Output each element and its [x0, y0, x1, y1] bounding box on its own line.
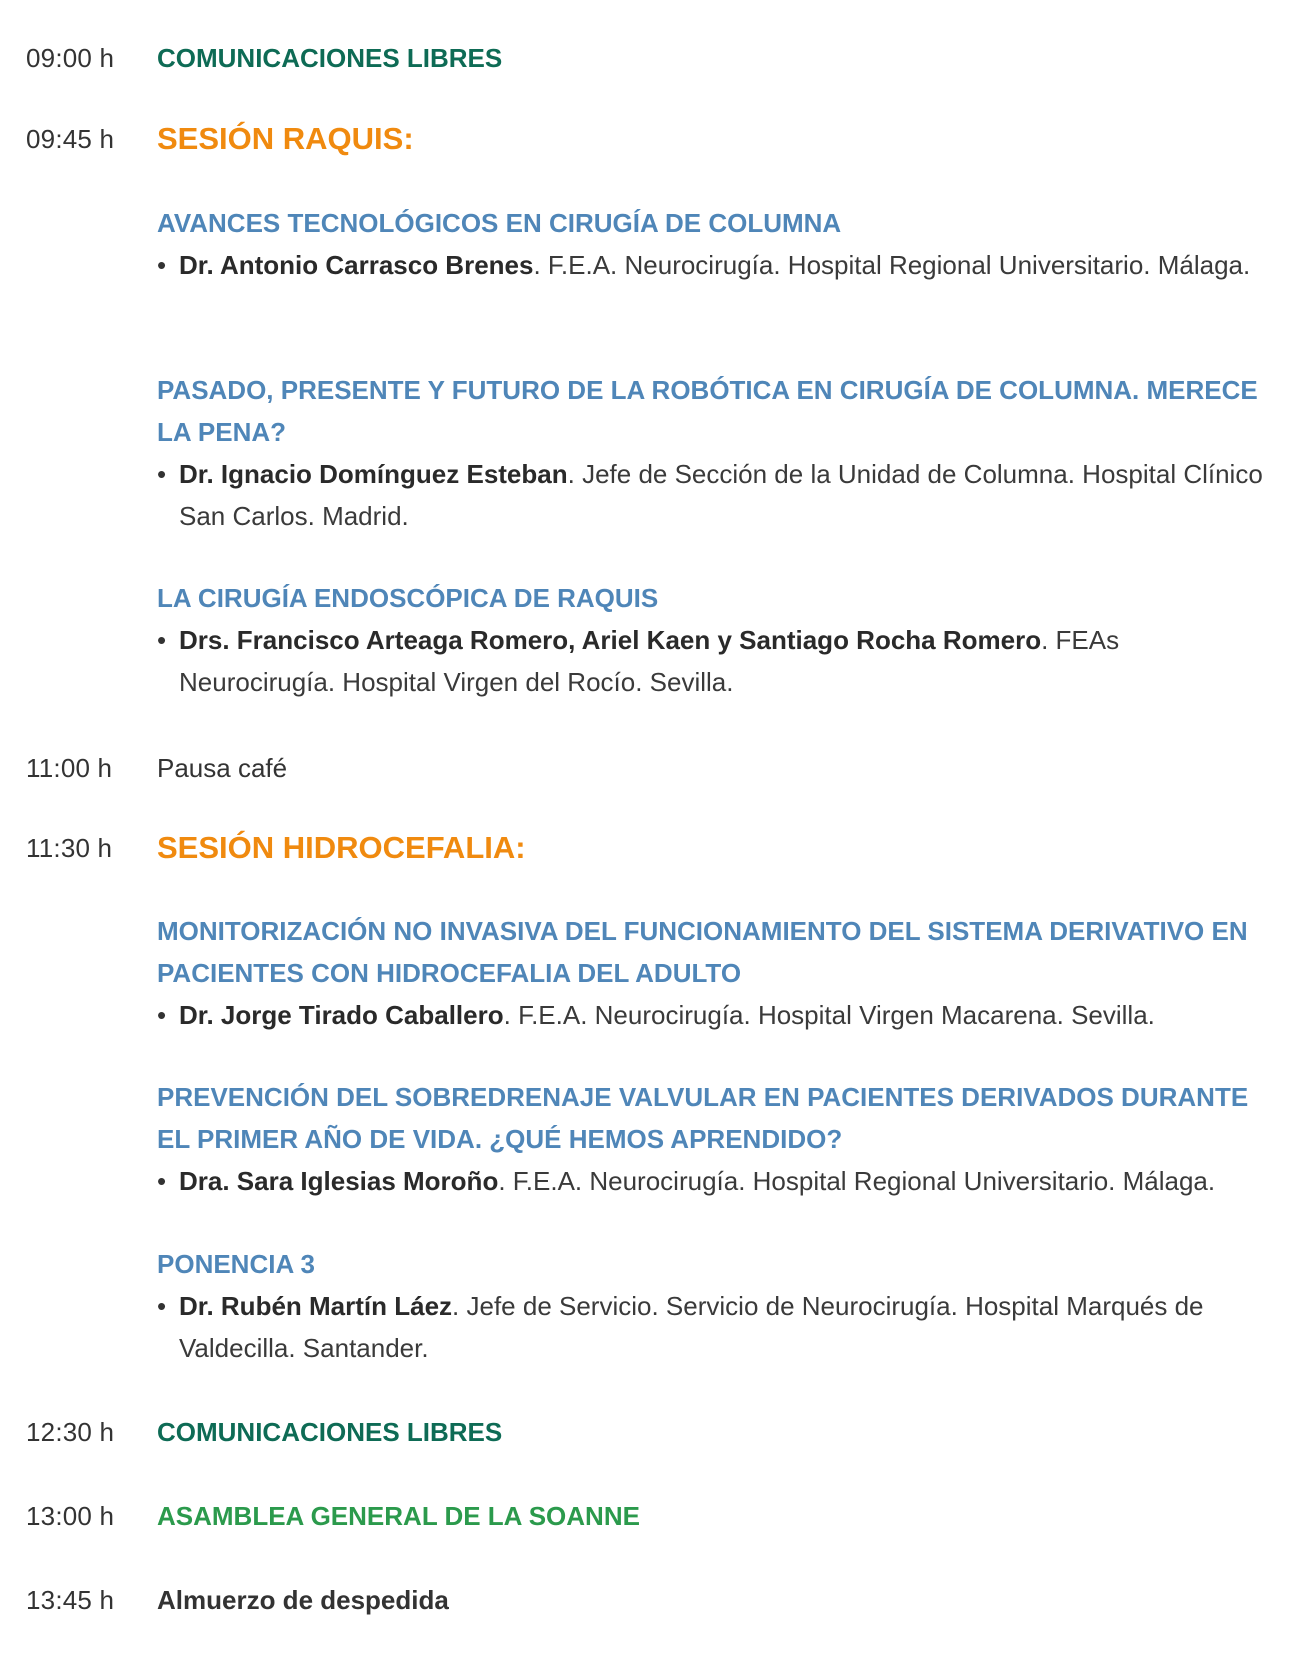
speaker-description: . Jefe de Sección de la Unidad de Columna. Hospital Clínico San Carlos. Madrid.	[179, 459, 1263, 531]
talk-title: LA CIRUGÍA ENDOSCÓPICA DE RAQUIS	[157, 583, 659, 613]
session-heading: SESIÓN HIDROCEFALIA:	[157, 830, 526, 865]
talk-title: PREVENCIÓN DEL SOBREDRENAJE VALVULAR EN PACIENTES DERIVADOS DURANTE EL PRIMER AÑO DE VIDA. ¿QUÉ HEMOS APRENDIDO?	[157, 1082, 1249, 1154]
speaker-line	[157, 994, 1277, 1036]
time-label: 13:45 h	[26, 1585, 115, 1615]
bullet-dot-icon: •	[157, 1000, 167, 1030]
talk-title: MONITORIZACIÓN NO INVASIVA DEL FUNCIONAMIENTO DEL SISTEMA DERIVATIVO EN PACIENTES CON HIDROCEFALIA DEL ADULTO	[157, 916, 1248, 988]
bullet-dot-icon: •	[157, 1291, 167, 1321]
bullet-dot-icon: •	[157, 625, 167, 655]
time-label: 09:45 h	[26, 124, 115, 154]
speaker-line	[157, 1285, 1277, 1369]
speaker-description: . F.E.A. Neurocirugía. Hospital Regional Universitario. Málaga.	[498, 1166, 1216, 1196]
speaker-name: Dr. Antonio Carrasco Brenes	[179, 250, 534, 280]
speaker-line	[157, 619, 1277, 703]
time-label: 13:00 h	[26, 1501, 115, 1531]
bullet-dot-icon: •	[157, 459, 167, 489]
speaker-name: Dr. Jorge Tirado Caballero	[179, 1000, 504, 1030]
time-label: 11:00 h	[26, 753, 113, 783]
time-label: 11:30 h	[26, 833, 113, 863]
session-heading: SESIÓN RAQUIS:	[157, 121, 414, 156]
session-title: COMUNICACIONES LIBRES	[157, 43, 503, 73]
speaker-description: . F.E.A. Neurocirugía. Hospital Regional Universitario. Málaga.	[533, 250, 1251, 280]
bullet-dot-icon: •	[157, 1166, 167, 1196]
speaker-name: Dra. Sara Iglesias Moroño	[179, 1166, 499, 1196]
speaker-description: . FEAs Neurocirugía. Hospital Virgen del Rocío. Sevilla.	[179, 625, 1120, 697]
speaker-line	[157, 1160, 1277, 1202]
speaker-description: . Jefe de Servicio. Servicio de Neurocirugía. Hospital Marqués de Valdecilla. Santander.	[179, 1291, 1204, 1363]
session-title: COMUNICACIONES LIBRES	[157, 1417, 503, 1447]
talk-title: AVANCES TECNOLÓGICOS EN CIRUGÍA DE COLUMNA	[157, 208, 842, 238]
talk-title: PONENCIA 3	[157, 1249, 315, 1279]
speaker-name: Dr. Rubén Martín Láez	[179, 1291, 453, 1321]
time-label: 09:00 h	[26, 43, 115, 73]
speaker-name: Dr. Ignacio Domínguez Esteban	[179, 459, 568, 489]
speaker-line	[157, 453, 1277, 537]
break-title: Pausa café	[157, 753, 288, 783]
session-title: ASAMBLEA GENERAL DE LA SOANNE	[157, 1501, 640, 1531]
lunch-title: Almuerzo de despedida	[157, 1585, 449, 1615]
bullet-dot-icon: •	[157, 250, 167, 280]
speaker-description: . F.E.A. Neurocirugía. Hospital Virgen Macarena. Sevilla.	[503, 1000, 1155, 1030]
talk-title: PASADO, PRESENTE Y FUTURO DE LA ROBÓTICA EN CIRUGÍA DE COLUMNA. MERECE LA PENA?	[157, 375, 1258, 447]
speaker-line	[157, 244, 1277, 286]
speaker-name: Drs. Francisco Arteaga Romero, Ariel Kaen y Santiago Rocha Romero	[179, 625, 1042, 655]
time-label: 12:30 h	[26, 1417, 115, 1447]
